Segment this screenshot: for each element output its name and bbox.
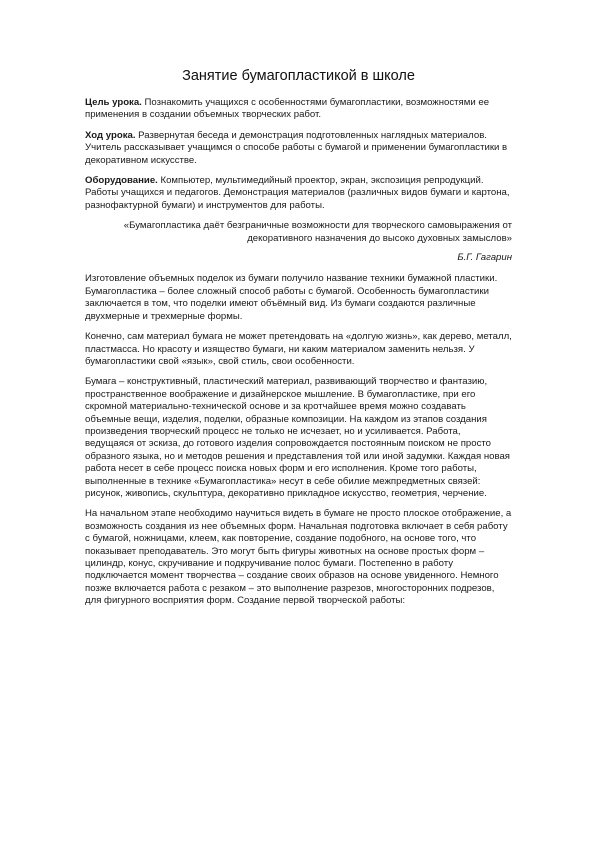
body-paragraph-3: Бумага – конструктивный, пластический материал, развивающий творчество и фантазию, пространственное воображение и дизайнерское мышление. В бумагопластике, при его скромной материально-технической основе и за кротчайшее время можно создавать объемные вещи, изделия, поделки, образные композиции. На каждом из этапов создания произведения творческий процесс не только не исчезает, но и усиливается. Работа, ведущаяся от эскиза, до готового изделия сопровождается постоянным поиском не просто образного языка, но и методов решения и представления той или иной задумки. Каждая новая работа несет в себе процесс поиска новых форм и его исполнения. Кроме того работы, выполненные в технике «Бумагопластика» несут в себе обилие межпредметных связей: рисунок, живопись, скульптура, декоративно прикладное искусство, геометрия, черчение.: [85, 376, 511, 499]
document-page: [85, 68, 512, 616]
course-label: Ход урока.: [85, 129, 136, 141]
goal-label: Цель урока.: [85, 97, 142, 108]
body-paragraph-4: На начальном этапе необходимо научиться видеть в бумаге не просто плоское отображение, а возможность создания из нее объемных форм. Начальная подготовка включает в себя работу с бумагой, ножницами, клеем, как повторение, создание подобного, на основе того, что показывает преподаватель. Это могут быть фигуры животных на основе простых форм – цилиндр, конус, скручивание и подкручивание полос бумаги. Постепенно в работу подключается момент творчества – создание своих образов на основе увиденного. Немного позже включается работа с резаком – это выполнение разрезов, многосторонних подрезов, для фигурного восприятия форм. Создание первой творческой работы:: [85, 508, 512, 607]
course-paragraph: [85, 130, 512, 167]
equipment-paragraph: [85, 175, 512, 212]
epigraph-author: Б.Г. Гагарин: [457, 252, 512, 264]
epigraph-quote: «Бумагопластика даёт безграничные возможности для творческого самовыражения от декоративного назначения до высоко духовных замыслов»: [123, 220, 512, 244]
body-paragraph-2: Конечно, сам материал бумага не может претендовать на «долгую жизнь», как дерево, металл, пластмасса. Но красоту и изящество бумаги, ни каким материалом заменить нельзя. У бумагопластики свой «язык», свой стиль, свои особенности.: [85, 331, 512, 367]
goal-text: Познакомить учащихся с особенностями бумагопластики, возможностями ее применения в создании объемных творческих работ.: [85, 97, 490, 121]
body-paragraph-1: Изготовление объемных поделок из бумаги получило название техники бумажной пластики. Бумагопластика – более сложный способ работы с бумагой. Особенность бумагопластики заключается в том, что поделки имеют объёмный вид. Из бумаги создаются различные двухмерные и трехмерные формы.: [85, 273, 498, 322]
equipment-text: Компьютер, мультимедийный проектор, экран, экспозиция репродукций. Работы учащихся и педагогов. Демонстрация материалов (различных видов бумаги и картона, разнофактурной бумаги) и инструментов для работы.: [85, 175, 510, 211]
page-title: Занятие бумагопластикой в школе: [182, 68, 415, 84]
goal-paragraph: [85, 97, 512, 122]
equipment-label: Оборудование.: [85, 175, 158, 187]
course-text: Развернутая беседа и демонстрация подготовленных наглядных материалов. Учитель рассказывает учащимся о способе работы с бумагой и применении бумагопластики в декоративном искусстве.: [85, 129, 508, 166]
